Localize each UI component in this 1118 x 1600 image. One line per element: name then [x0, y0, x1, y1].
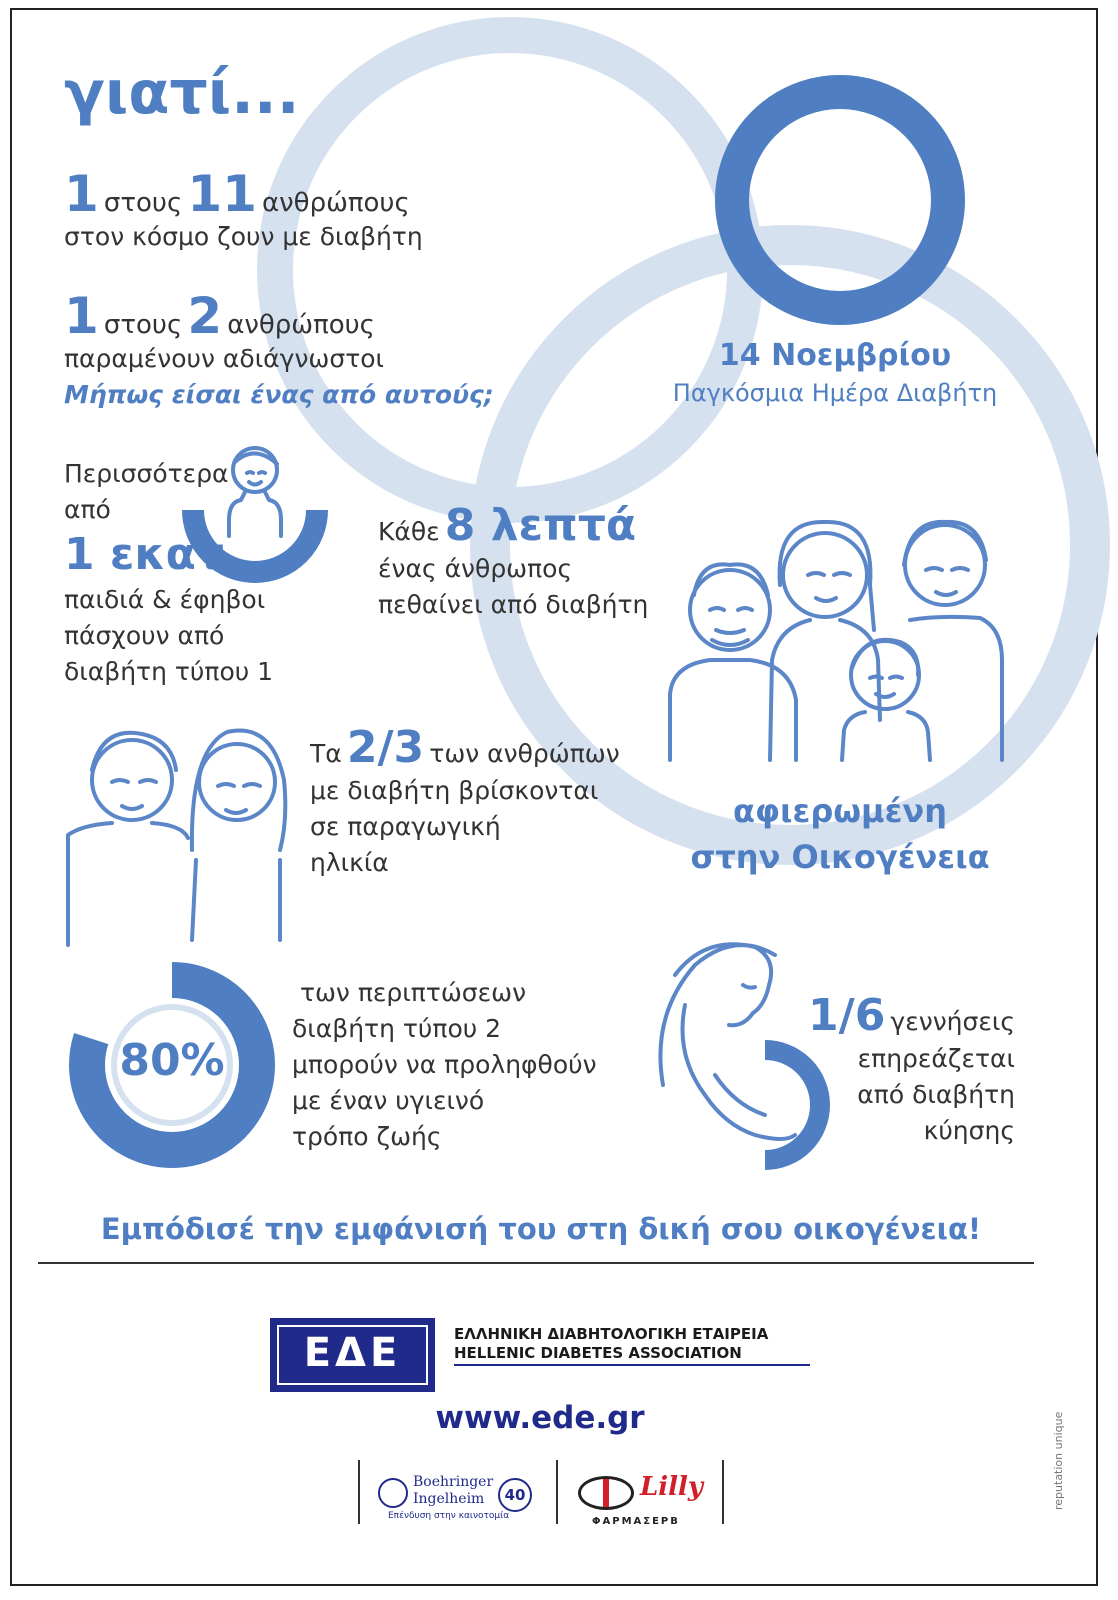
family-line2: στην Οικογένεια [690, 838, 990, 876]
stat-prevention [292, 975, 597, 1155]
stat4-big: 8 λεπτά [444, 500, 637, 551]
page-title: γιατί... [64, 58, 300, 128]
boehringer-name-2: Ingelheim [413, 1491, 485, 1507]
stat6-line5: τρόπο ζωής [292, 1122, 442, 1151]
family-line1: αφιερωμένη [733, 792, 947, 830]
stat7-big: 1/6 [808, 990, 886, 1041]
stat2-word-a: στους [103, 310, 183, 340]
family-tagline [660, 788, 1020, 880]
stat3-line2: από [64, 495, 111, 524]
stat6-line2: διαβήτη τύπου 2 [292, 1014, 502, 1043]
stat-two-thirds [310, 722, 620, 881]
couple-illustration [62, 720, 302, 950]
stat2-word-b: ανθρώπους [227, 310, 375, 340]
association-name-en: HELLENIC DIABETES ASSOCIATION [454, 1344, 742, 1362]
boehringer-tagline: Επένδυση στην καινοτομία [388, 1511, 510, 1521]
stat-one-in-eleven [64, 165, 423, 255]
stat7-line4: κύησης [923, 1116, 1015, 1145]
stat1-num-b: 11 [187, 165, 257, 223]
stat2-line2: παραμένουν αδιάγνωστοι [64, 344, 384, 373]
stat1-num-a: 1 [64, 165, 99, 223]
blue-circle-logo [732, 92, 948, 308]
stat6-line4: με έναν υγιεινό [292, 1086, 485, 1115]
call-to-action: Εμπόδισέ την εμφάνισή του στη δική σου οικογένεια! [100, 1212, 982, 1246]
stat5-big: 2/3 [346, 722, 425, 773]
stat3-line1: Περισσότερα [64, 459, 229, 488]
date-block [655, 336, 1015, 410]
stat7-line3: από διαβήτη [857, 1080, 1015, 1109]
anniversary-badge: 40 [498, 1478, 532, 1512]
stat7-line1: γεννήσεις [890, 1007, 1015, 1036]
stat2-question: Μήπως είσαι ένας από αυτούς; [64, 380, 494, 409]
stat2-num-a: 1 [64, 287, 99, 345]
sponsor-divider-mid [556, 1460, 558, 1524]
stat6-line1: των περιπτώσεων [292, 978, 527, 1007]
association-logo [270, 1318, 435, 1392]
stat-gestational [770, 990, 1015, 1149]
stat3-line5: διαβήτη τύπου 1 [64, 657, 274, 686]
boehringer-logo [413, 1474, 493, 1508]
stat5-suffix: των ανθρώπων [429, 739, 620, 768]
stat-every-8-minutes [378, 500, 648, 623]
percent-label: 80% [119, 1035, 225, 1086]
stat1-word-a: στους [103, 188, 183, 218]
child-half-ring [193, 510, 317, 572]
farmaserv-icon [578, 1476, 634, 1510]
lilly-logo: Lilly [640, 1472, 704, 1502]
family-illustration [660, 510, 1020, 770]
world-diabetes-day-date: 14 Νοεμβρίου [718, 338, 952, 373]
stat-one-in-two [64, 287, 494, 413]
stat5-line2: με διαβήτη βρίσκονται [310, 776, 599, 805]
association-logo-text: ΕΔΕ [303, 1330, 402, 1376]
association-underline [454, 1364, 810, 1366]
website-link[interactable]: www.ede.gr [435, 1400, 645, 1436]
farmaserv-label: ΦΑΡΜΑΣΕΡΒ [592, 1516, 680, 1527]
stat4-line3: πεθαίνει από διαβήτη [378, 590, 649, 619]
sponsor-divider-right [722, 1460, 724, 1524]
boehringer-icon [378, 1478, 408, 1508]
stat6-line3: μπορούν να προληφθούν [292, 1050, 597, 1079]
divider [38, 1262, 1034, 1264]
stat3-big: 1 εκατ. [64, 529, 241, 580]
stat5-line4: ηλικία [310, 848, 389, 877]
boehringer-name-1: Boehringer [413, 1474, 494, 1490]
stat1-line2: στον κόσμο ζουν με διαβήτη [64, 222, 423, 251]
world-diabetes-day-label: Παγκόσμια Ημέρα Διαβήτη [672, 379, 998, 407]
stat3-line3: παιδιά & έφηβοι [64, 585, 266, 614]
association-name-gr: ΕΛΛΗΝΙΚΗ ΔΙΑΒΗΤΟΛΟΓΙΚΗ ΕΤΑΙΡΕΙΑ [454, 1325, 769, 1343]
sponsor-divider-left [358, 1460, 360, 1524]
child-icon [185, 440, 335, 590]
stat4-prefix: Κάθε [378, 517, 440, 546]
stat2-num-b: 2 [187, 287, 223, 345]
stat7-line2: επηρεάζεται [857, 1044, 1015, 1073]
stat3-line4: πάσχουν από [64, 621, 225, 650]
stat5-line3: σε παραγωγική [310, 812, 501, 841]
stat4-line2: ένας άνθρωπος [378, 554, 573, 583]
design-credit: reputation unique [1052, 1411, 1065, 1510]
stat1-word-b: ανθρώπους [262, 188, 410, 218]
stat5-prefix: Τα [310, 739, 342, 768]
